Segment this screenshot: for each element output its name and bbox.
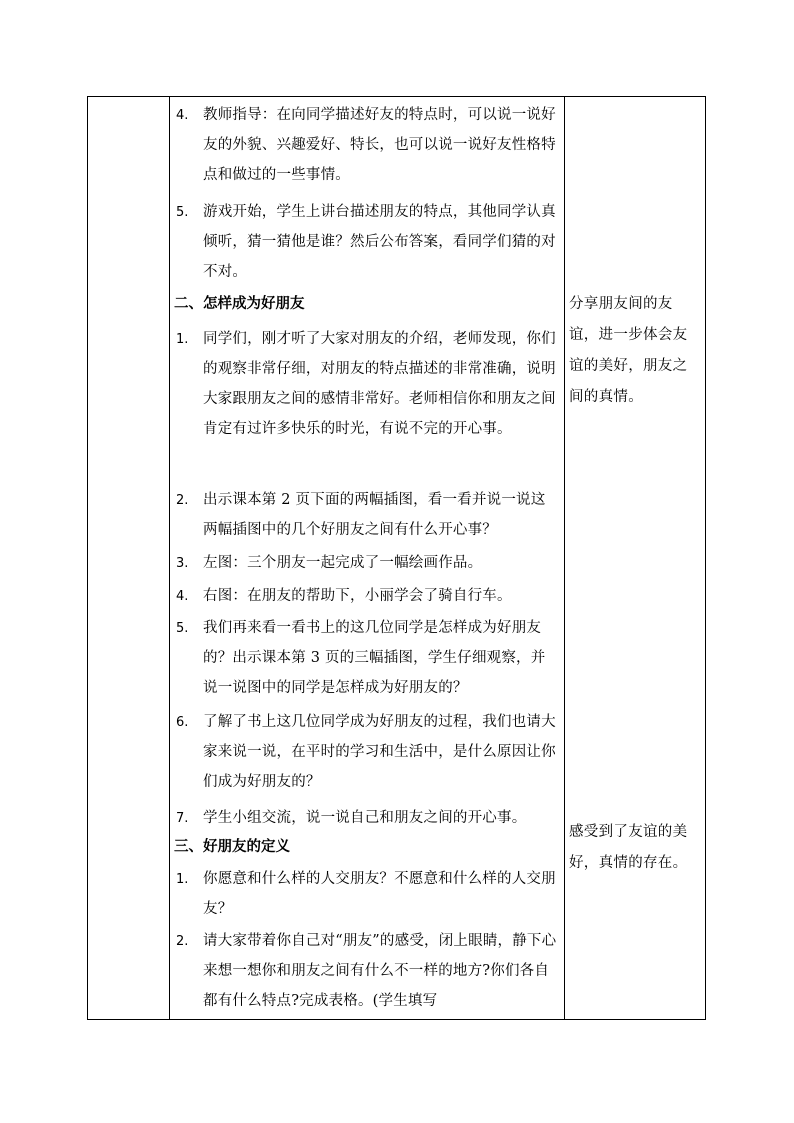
list-number: 4. bbox=[176, 589, 189, 604]
column-divider-right bbox=[564, 97, 565, 1019]
list-text: 我们再来看一看书上的这几位同学是怎样成为好朋友的？出示课本第 3 页的三幅插图，学生仔细观察，并说一说图中的同学是怎样成为好朋友的？ bbox=[203, 620, 546, 696]
section-heading-3: 三、好朋友的定义 bbox=[174, 838, 290, 855]
list-text: 左图：三个朋友一起完成了一幅绘画作品。 bbox=[203, 555, 483, 571]
list-text: 同学们，刚才听了大家对朋友的介绍，老师发现，你们的观察非常仔细，对朋友的特点描述的非常准确，说明大家跟朋友之间的感情非常好。老师相信你和朋友之间肯定有过许多快乐的时光，有说不完的开心事。 bbox=[203, 331, 556, 437]
list-text: 请大家带着你自己对“朋友”的感受，闭上眼睛，静下心来想一想你和朋友之间有什么不一样的地方?你们各自都有什么特点?完成表格。(学生填写 bbox=[203, 933, 557, 1009]
side-note-2: 感受到了友谊的美好，真情的存在。 bbox=[569, 824, 688, 871]
list-number: 1. bbox=[176, 872, 189, 887]
list-text: 游戏开始，学生上讲台描述朋友的特点，其他同学认真倾听，猜一猜他是谁？然后公布答案，看同学们猜的对不对。 bbox=[203, 204, 556, 280]
list-number: 2. bbox=[176, 493, 189, 508]
list-number: 4. bbox=[176, 108, 189, 123]
list-text: 了解了书上这几位同学成为好朋友的过程，我们也请大家来说一说，在平时的学习和生活中，是什么原因让你们成为好朋友的？ bbox=[203, 714, 556, 790]
list-number: 7. bbox=[176, 811, 189, 826]
list-text: 右图：在朋友的帮助下，小丽学会了骑自行车。 bbox=[203, 588, 512, 604]
list-text: 学生小组交流，说一说自己和朋友之间的开心事。 bbox=[203, 810, 527, 826]
list-number: 5. bbox=[176, 621, 189, 636]
column-divider-left bbox=[169, 97, 170, 1019]
list-text: 你愿意和什么样的人交朋友？不愿意和什么样的人交朋友？ bbox=[203, 871, 556, 917]
side-note-1: 分享朋友间的友谊，进一步体会友谊的美好，朋友之间的真情。 bbox=[569, 296, 688, 405]
list-number: 2. bbox=[176, 934, 189, 949]
list-number: 6. bbox=[176, 715, 189, 730]
list-text: 教师指导：在向同学描述好友的特点时，可以说一说好友的外貌、兴趣爱好、特长，也可以说一说好友性格特点和做过的一些事情。 bbox=[203, 107, 556, 183]
list-number: 3. bbox=[176, 556, 189, 571]
list-text: 出示课本第 2 页下面的两幅插图，看一看并说一说这两幅插图中的几个好朋友之间有什么开心事？ bbox=[203, 492, 546, 538]
list-number: 1. bbox=[176, 332, 189, 347]
list-number: 5. bbox=[176, 205, 189, 220]
section-heading-2: 二、怎样成为好朋友 bbox=[174, 295, 305, 312]
